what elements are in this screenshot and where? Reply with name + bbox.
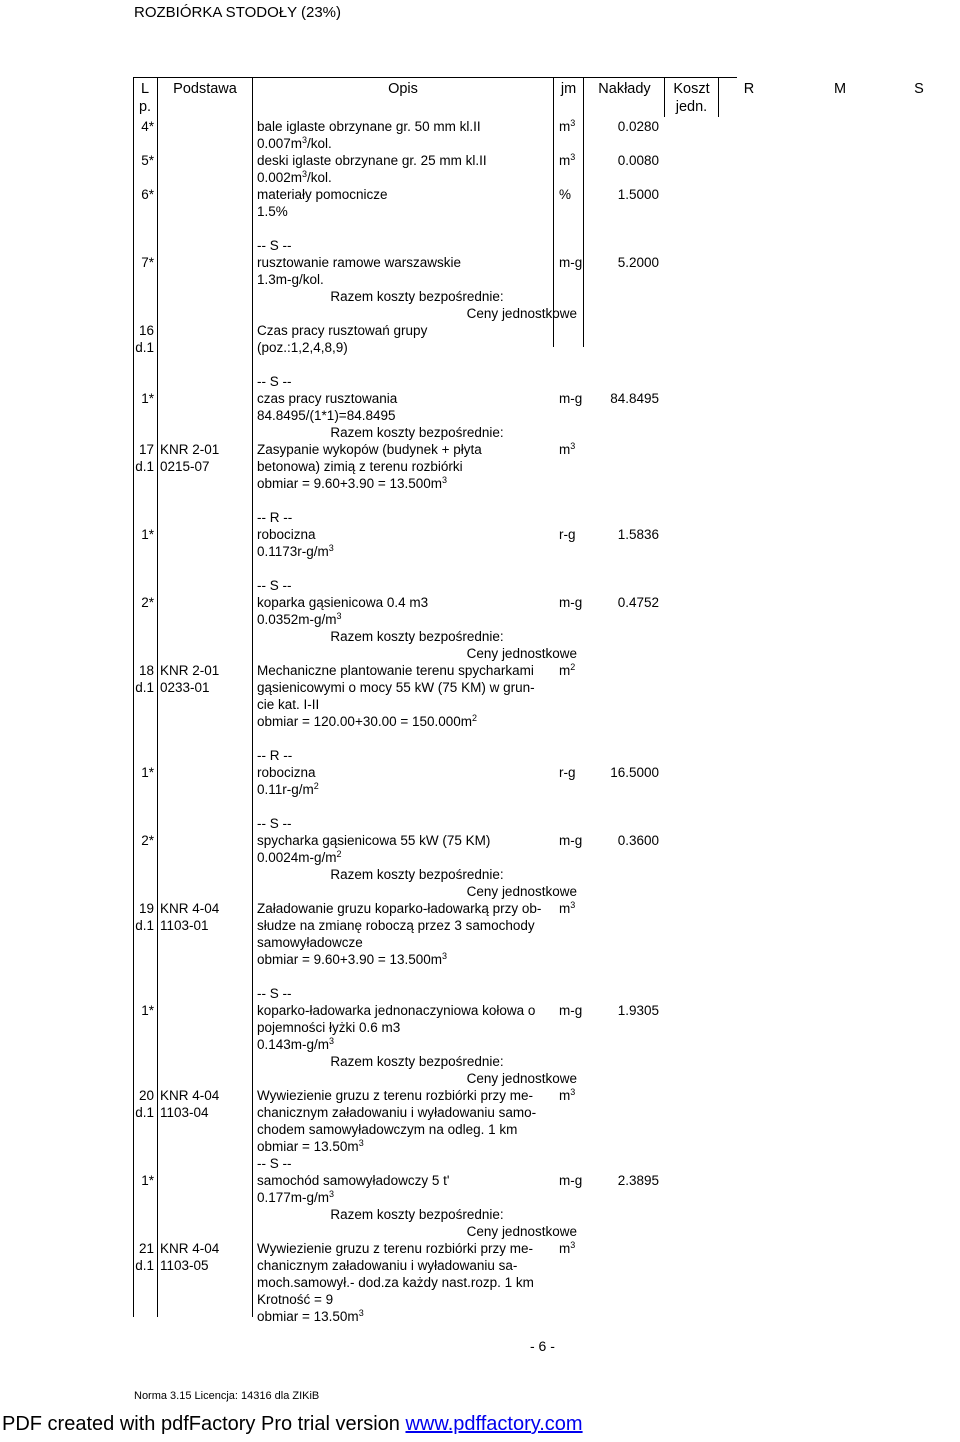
table-row xyxy=(0,832,960,849)
table-row xyxy=(0,934,960,951)
row-opis: Krotność = 9 xyxy=(257,1292,334,1307)
column-header-podstawa: Podstawa xyxy=(173,81,237,97)
table-row xyxy=(0,883,960,900)
row-opis: (poz.:1,2,4,8,9) xyxy=(257,340,348,355)
row-opis: Ceny jednostkowe xyxy=(466,1224,577,1239)
column-header-lp: L p. xyxy=(138,81,152,115)
row-lp: 20 xyxy=(138,1088,154,1103)
document-header: ROZBIÓRKA STODOŁY (23%) xyxy=(134,4,342,21)
row-opis: chanicznym załadowaniu i wyładowaniu samo- xyxy=(257,1105,537,1120)
row-lp: d.1 xyxy=(135,1105,154,1120)
table-row xyxy=(0,526,960,543)
row-jm: $m^3$ xyxy=(559,1240,576,1256)
table-row xyxy=(0,1121,960,1138)
row-opis: gąsienicowymi o mocy 55 kW (75 KM) w grun- xyxy=(257,680,535,695)
row-naklady: 5.2000 xyxy=(617,255,659,270)
table-row xyxy=(0,373,960,390)
table-row xyxy=(0,271,960,288)
row-opis-superscript: 3 xyxy=(358,1138,364,1148)
table-row xyxy=(0,135,960,152)
row-lp: d.1 xyxy=(135,918,154,933)
row-podstawa: 0215-07 xyxy=(160,459,210,474)
table-row xyxy=(0,781,960,798)
row-opis: Ceny jednostkowe xyxy=(466,1071,577,1086)
table-row xyxy=(0,237,960,254)
row-jm-superscript: 3 xyxy=(570,441,576,451)
row-opis: słudze na zmianę roboczą przez 3 samochody xyxy=(257,918,535,933)
row-jm: $m^2$ xyxy=(559,662,576,678)
row-opis: deski iglaste obrzynane gr. 25 mm kl.II xyxy=(257,153,487,168)
table-row xyxy=(0,1223,960,1240)
row-opis: 1.5% xyxy=(257,204,288,219)
table-row xyxy=(0,152,960,169)
row-opis: obmiar = $9.60+3.90 = 13.500m^3$ xyxy=(257,475,448,491)
row-opis: Czas pracy rusztowań grupy xyxy=(257,323,428,338)
table-row xyxy=(0,288,960,305)
row-lp: d.1 xyxy=(135,459,154,474)
pdf-footer-text: PDF created with pdfFactory Pro trial version xyxy=(2,1413,406,1435)
row-opis: moch.samowył.- dod.za każdy nast.rozp. 1 km xyxy=(257,1275,534,1290)
row-lp: 2* xyxy=(141,595,154,610)
row-jm-superscript: 2 xyxy=(570,662,576,672)
row-jm: $m^3$ xyxy=(559,118,576,134)
row-lp: 19 xyxy=(138,901,154,916)
row-lp: d.1 xyxy=(135,1258,154,1273)
table-row xyxy=(0,322,960,339)
row-podstawa: KNR 4-04 xyxy=(160,901,220,916)
row-opis: $0.11r-g/m^2$ xyxy=(257,781,319,797)
table-row xyxy=(0,662,960,679)
table-row xyxy=(0,1104,960,1121)
row-jm-superscript: 3 xyxy=(570,152,576,162)
row-opis: $0.007m^3$/kol. xyxy=(257,135,332,151)
row-jm: m-g xyxy=(559,595,583,610)
row-podstawa: KNR 4-04 xyxy=(160,1241,220,1256)
row-opis: $0.002m^3$/kol. xyxy=(257,169,332,185)
row-opis: -- S -- xyxy=(257,816,292,831)
row-lp: 18 xyxy=(138,663,154,678)
row-opis: Razem koszty bezpośrednie: xyxy=(330,1207,504,1222)
row-opis: $0.0024m-g/m^2$ xyxy=(257,849,342,865)
row-lp: 1* xyxy=(141,527,154,542)
row-opis: Razem koszty bezpośrednie: xyxy=(330,867,504,882)
pdf-footer xyxy=(2,1413,583,1436)
row-naklady: 1.5000 xyxy=(617,187,659,202)
row-opis: $0.177m-g/m^3$ xyxy=(257,1189,335,1205)
row-opis: -- S -- xyxy=(257,578,292,593)
row-jm: m-g xyxy=(559,391,583,406)
table-row xyxy=(0,441,960,458)
row-opis: bale iglaste obrzynane gr. 50 mm kl.II xyxy=(257,119,481,134)
row-podstawa: 0233-01 xyxy=(160,680,210,695)
table-row xyxy=(0,1172,960,1189)
page-number: - 6 - xyxy=(530,1338,555,1354)
table-row xyxy=(0,985,960,1002)
row-naklady: 0.0280 xyxy=(617,119,659,134)
row-opis-superscript: 2 xyxy=(313,781,319,791)
row-lp: 1* xyxy=(141,1003,154,1018)
row-jm-superscript: 3 xyxy=(570,118,576,128)
license-note: Norma 3.15 Licencja: 14316 dla ZIKiB xyxy=(134,1390,320,1402)
column-header-opis: Opis xyxy=(388,81,418,97)
row-naklady: 84.8495 xyxy=(610,391,659,406)
row-podstawa: KNR 2-01 xyxy=(160,663,220,678)
row-opis: Ceny jednostkowe xyxy=(466,646,577,661)
row-opis: -- S -- xyxy=(257,986,292,1001)
table-row xyxy=(0,951,960,968)
table-row xyxy=(0,1036,960,1053)
row-opis: pojemności łyżki 0.6 m3 xyxy=(257,1020,401,1035)
row-jm: % xyxy=(559,187,572,202)
row-opis: Razem koszty bezpośrednie: xyxy=(330,629,504,644)
row-opis: materiały pomocnicze xyxy=(257,187,388,202)
table-row xyxy=(0,475,960,492)
table-row xyxy=(0,1087,960,1104)
row-opis: Razem koszty bezpośrednie: xyxy=(330,1054,504,1069)
table-row xyxy=(0,1240,960,1257)
row-opis: Wywiezienie gruzu z terenu rozbiórki przy me- xyxy=(257,1088,533,1103)
row-podstawa: KNR 2-01 xyxy=(160,442,220,457)
table-row xyxy=(0,1308,960,1325)
row-opis-superscript: 3 xyxy=(329,1036,335,1046)
table-row xyxy=(0,407,960,424)
table-row xyxy=(0,645,960,662)
table-row xyxy=(0,849,960,866)
table-row xyxy=(0,1070,960,1087)
table-row xyxy=(0,628,960,645)
row-lp: 21 xyxy=(138,1241,154,1256)
table-row xyxy=(0,679,960,696)
row-opis-superscript: 2 xyxy=(336,849,342,859)
row-opis: Zasypanie wykopów (budynek + płyta xyxy=(257,442,482,457)
row-opis: robocizna xyxy=(257,527,316,542)
table-row xyxy=(0,1291,960,1308)
row-opis-superscript: 3 xyxy=(329,1189,335,1199)
row-opis: obmiar = $13.50m^3$ xyxy=(257,1138,364,1154)
row-lp: 7* xyxy=(141,255,154,270)
row-opis: spycharka gąsienicowa 55 kW (75 KM) xyxy=(257,833,491,848)
row-naklady: 16.5000 xyxy=(610,765,659,780)
row-opis: Wywiezienie gruzu z terenu rozbiórki przy me- xyxy=(257,1241,533,1256)
row-naklady: 1.9305 xyxy=(617,1003,659,1018)
row-naklady: 1.5836 xyxy=(617,527,659,542)
row-opis: koparka gąsienicowa 0.4 m3 xyxy=(257,595,429,610)
table-row xyxy=(0,815,960,832)
table-top-rule xyxy=(133,77,737,78)
row-podstawa: 1103-05 xyxy=(160,1258,209,1273)
row-lp: 16 xyxy=(138,323,154,338)
table-row xyxy=(0,866,960,883)
row-opis: $0.0352m-g/m^3$ xyxy=(257,611,342,627)
row-lp: d.1 xyxy=(135,340,154,355)
table-row xyxy=(0,186,960,203)
row-lp: 1* xyxy=(141,391,154,406)
row-podstawa: 1103-04 xyxy=(160,1105,209,1120)
row-jm: m-g xyxy=(559,833,583,848)
table-row xyxy=(0,169,960,186)
row-opis-superscript: 3 xyxy=(328,543,334,553)
pdffactory-link[interactable]: www.pdffactory.com xyxy=(405,1413,583,1435)
row-jm-superscript: 3 xyxy=(570,900,576,910)
table-row xyxy=(0,339,960,356)
row-jm: r-g xyxy=(559,527,576,542)
row-opis: obmiar = $13.50m^3$ xyxy=(257,1308,364,1324)
table-row xyxy=(0,390,960,407)
table-row xyxy=(0,764,960,781)
row-naklady: 2.3895 xyxy=(617,1173,659,1188)
table-row xyxy=(0,1019,960,1036)
row-opis: samochód samowyładowczy 5 t' xyxy=(257,1173,450,1188)
row-opis-superscript: 3 xyxy=(442,475,448,485)
table-row xyxy=(0,203,960,220)
row-podstawa: KNR 4-04 xyxy=(160,1088,220,1103)
row-opis: Razem koszty bezpośrednie: xyxy=(330,289,504,304)
column-header-jm: jm xyxy=(560,81,577,97)
table-row xyxy=(0,1138,960,1155)
row-lp: 6* xyxy=(141,187,154,202)
table-row xyxy=(0,747,960,764)
table-row xyxy=(0,1257,960,1274)
row-opis: obmiar = $120.00+30.00 = 150.000m^2$ xyxy=(257,713,478,729)
row-opis-superscript: 3 xyxy=(302,135,308,145)
row-lp: 5* xyxy=(141,153,154,168)
table-row xyxy=(0,900,960,917)
row-opis: -- S -- xyxy=(257,374,292,389)
row-opis: -- S -- xyxy=(257,1156,292,1171)
row-lp: 17 xyxy=(138,442,154,457)
row-jm-superscript: 3 xyxy=(570,1240,576,1250)
row-jm: m-g xyxy=(559,1003,583,1018)
row-opis: obmiar = $9.60+3.90 = 13.500m^3$ xyxy=(257,951,448,967)
column-header-s: S xyxy=(914,81,924,97)
row-opis: koparko-ładowarka jednonaczyniowa kołowa o xyxy=(257,1003,536,1018)
table-row xyxy=(0,594,960,611)
row-opis-superscript: 3 xyxy=(302,169,308,179)
table-row xyxy=(0,696,960,713)
column-header-m: M xyxy=(833,81,847,97)
row-naklady: 0.4752 xyxy=(617,595,659,610)
table-row xyxy=(0,1002,960,1019)
row-jm: $m^3$ xyxy=(559,441,576,457)
row-opis-superscript: 3 xyxy=(336,611,342,621)
row-naklady: 0.0080 xyxy=(617,153,659,168)
table-row xyxy=(0,254,960,271)
row-jm-superscript: 3 xyxy=(570,1087,576,1097)
table-row xyxy=(0,424,960,441)
row-opis: $0.143m-g/m^3$ xyxy=(257,1036,335,1052)
row-opis: $0.1173r-g/m^3$ xyxy=(257,543,334,559)
row-podstawa: 1103-01 xyxy=(160,918,209,933)
row-jm: m-g xyxy=(559,255,583,270)
row-opis: robocizna xyxy=(257,765,316,780)
row-opis: Ceny jednostkowe xyxy=(466,884,577,899)
table-row xyxy=(0,118,960,135)
row-jm: $m^3$ xyxy=(559,1087,576,1103)
row-opis: -- R -- xyxy=(257,748,293,763)
row-opis: chanicznym załadowaniu i wyładowaniu sa- xyxy=(257,1258,518,1273)
table-row xyxy=(0,543,960,560)
table-row xyxy=(0,458,960,475)
table-row xyxy=(0,1274,960,1291)
row-lp: 1* xyxy=(141,1173,154,1188)
table-row xyxy=(0,611,960,628)
row-naklady: 0.3600 xyxy=(617,833,659,848)
row-jm: r-g xyxy=(559,765,576,780)
row-opis: 84.8495/(1*1)=84.8495 xyxy=(257,408,396,423)
table-row xyxy=(0,1189,960,1206)
row-opis: -- S -- xyxy=(257,238,292,253)
row-opis: samowyładowcze xyxy=(257,935,363,950)
table-row xyxy=(0,917,960,934)
table-row xyxy=(0,305,960,322)
row-opis: chodem samowyładowczym na odleg. 1 km xyxy=(257,1122,518,1137)
row-opis: betonowa) zimią z terenu rozbiórki xyxy=(257,459,463,474)
row-opis: Razem koszty bezpośrednie: xyxy=(330,425,504,440)
table-row xyxy=(0,577,960,594)
row-opis: -- R -- xyxy=(257,510,293,525)
table-row xyxy=(0,1155,960,1172)
row-opis: rusztowanie ramowe warszawskie xyxy=(257,255,462,270)
table-row xyxy=(0,509,960,526)
row-jm: $m^3$ xyxy=(559,900,576,916)
table-row xyxy=(0,713,960,730)
table-row xyxy=(0,1053,960,1070)
row-lp: d.1 xyxy=(135,680,154,695)
row-opis-superscript: 3 xyxy=(442,951,448,961)
row-jm: m-g xyxy=(559,1173,583,1188)
table-row xyxy=(0,1206,960,1223)
row-opis-superscript: 2 xyxy=(472,713,478,723)
row-opis: czas pracy rusztowania xyxy=(257,391,398,406)
row-opis-superscript: 3 xyxy=(358,1308,364,1318)
row-jm: $m^3$ xyxy=(559,152,576,168)
row-lp: 4* xyxy=(141,119,154,134)
row-opis: cie kat. I-II xyxy=(257,697,320,712)
row-opis: Załadowanie gruzu koparko-ładowarką przy ob- xyxy=(257,901,542,916)
row-lp: 1* xyxy=(141,765,154,780)
column-header-koszt: Koszt jedn. xyxy=(673,81,710,115)
column-header-naklady: Nakłady xyxy=(598,81,651,97)
row-opis: 1.3m-g/kol. xyxy=(257,272,324,287)
row-lp: 2* xyxy=(141,833,154,848)
row-opis: Ceny jednostkowe xyxy=(466,306,577,321)
column-header-r: R xyxy=(743,81,755,97)
row-opis: Mechaniczne plantowanie terenu spycharkami xyxy=(257,663,534,678)
